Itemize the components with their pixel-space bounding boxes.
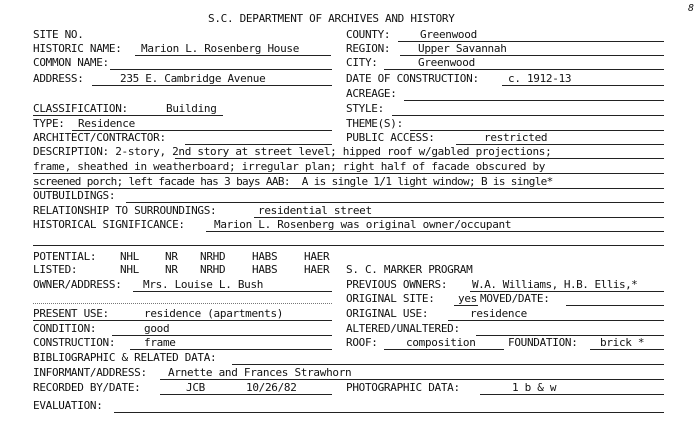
- moved-line: [566, 305, 664, 306]
- recorded-label: RECORDED BY/DATE:: [33, 381, 141, 394]
- architect-label: ARCHITECT/CONTRACTOR:: [33, 131, 166, 144]
- address-line: [92, 85, 332, 86]
- foundation-line: [590, 349, 664, 350]
- city-value: Greenwood: [418, 56, 475, 69]
- original-site-value: yes: [458, 292, 477, 305]
- classification-label: CLASSIFICATION:: [33, 102, 128, 115]
- significance-line-2: [33, 245, 664, 246]
- construction-value: frame: [144, 336, 176, 349]
- county-value: Greenwood: [420, 28, 477, 41]
- common-name-label: COMMON NAME:: [33, 56, 109, 69]
- date-value: c. 1912-13: [508, 72, 572, 85]
- historic-name-label: HISTORIC NAME:: [33, 42, 122, 55]
- description-line-1: DESCRIPTION: 2-story, 2nd story at street level; hipped roof w/gabled projections;: [33, 145, 552, 158]
- description-line-2: frame, sheathed in weatherboard; irregular plan; right half of facade obscured by: [33, 160, 546, 173]
- historic-name-value: Marion L. Rosenberg House: [141, 42, 300, 55]
- corner-mark: 8: [688, 3, 694, 14]
- condition-label: CONDITION:: [33, 322, 97, 335]
- original-use-label: ORIGINAL USE:: [346, 307, 429, 320]
- informant-line: [160, 379, 664, 380]
- informant-label: INFORMANT/ADDRESS:: [33, 366, 147, 379]
- moved-label: MOVED/DATE:: [480, 292, 550, 305]
- foundation-value: brick *: [600, 336, 645, 349]
- region-label: REGION:: [346, 42, 391, 55]
- outbuildings-label: OUTBUILDINGS:: [33, 189, 116, 202]
- potential-habs: HABS: [252, 250, 278, 263]
- style-label: STYLE:: [346, 102, 384, 115]
- original-site-label: ORIGINAL SITE:: [346, 292, 435, 305]
- potential-label: POTENTIAL:: [33, 250, 97, 263]
- owner-dotted-line: [33, 303, 332, 304]
- common-name-line: [110, 69, 332, 70]
- description-rule-2: [33, 173, 664, 174]
- foundation-label: FOUNDATION:: [508, 336, 578, 349]
- date-line: [502, 85, 664, 86]
- listed-nrhd: NRHD: [200, 263, 226, 276]
- present-use-line: [33, 320, 332, 321]
- description-rule-1: [175, 158, 664, 159]
- classification-value: Building: [166, 102, 217, 115]
- type-label: TYPE:: [33, 117, 65, 130]
- outbuildings-line: [126, 202, 664, 203]
- informant-value: Arnette and Frances Strawhorn: [168, 366, 352, 379]
- owner-line: [133, 291, 332, 292]
- county-label: COUNTY:: [346, 28, 391, 41]
- marker-program: S. C. MARKER PROGRAM: [346, 263, 473, 276]
- public-access-value: restricted: [484, 131, 548, 144]
- listed-nhl: NHL: [120, 263, 139, 276]
- site-no-label: SITE NO.: [33, 28, 84, 41]
- potential-haer: HAER: [304, 250, 330, 263]
- roof-line: [384, 349, 504, 350]
- previous-owners-value: W.A. Williams, H.B. Ellis,*: [472, 278, 638, 291]
- region-value: Upper Savannah: [418, 42, 507, 55]
- photo-value: 1 b & w: [512, 381, 557, 394]
- evaluation-label: EVALUATION:: [33, 399, 103, 412]
- potential-nrhd: NRHD: [200, 250, 226, 263]
- construction-label: CONSTRUCTION:: [33, 336, 116, 349]
- construction-line: [130, 349, 332, 350]
- altered-label: ALTERED/UNALTERED:: [346, 322, 460, 335]
- recorded-by-value: JCB: [186, 381, 205, 394]
- classification-line: [33, 115, 223, 116]
- relationship-label: RELATIONSHIP TO SURROUNDINGS:: [33, 204, 217, 217]
- recorded-date-value: 10/26/82: [246, 381, 297, 394]
- form-header: S.C. DEPARTMENT OF ARCHIVES AND HISTORY: [208, 12, 455, 25]
- address-label: ADDRESS:: [33, 72, 84, 85]
- city-label: CITY:: [346, 56, 378, 69]
- previous-owners-label: PREVIOUS OWNERS:: [346, 278, 448, 291]
- address-value: 235 E. Cambridge Avenue: [120, 72, 266, 85]
- style-line: [392, 115, 664, 116]
- listed-nr: NR: [165, 263, 178, 276]
- city-line: [384, 69, 664, 70]
- original-site-line: [454, 305, 478, 306]
- listed-haer: HAER: [304, 263, 330, 276]
- relationship-value: residential street: [258, 204, 372, 217]
- recorded-line: [160, 394, 332, 395]
- acreage-label: ACREAGE:: [346, 87, 397, 100]
- description-rule-3: [33, 188, 664, 189]
- potential-nhl: NHL: [120, 250, 139, 263]
- theme-label: THEME(S):: [346, 117, 403, 130]
- description-line-3: screened porch; left facade has 3 bays AAB: A is single 1/1 light window; B is single*: [33, 175, 553, 188]
- listed-habs: HABS: [252, 263, 278, 276]
- acreage-line: [404, 100, 664, 101]
- roof-label: ROOF:: [346, 336, 378, 349]
- significance-line: [206, 231, 664, 232]
- condition-value: good: [144, 322, 170, 335]
- date-label: DATE OF CONSTRUCTION:: [346, 72, 479, 85]
- original-use-line: [448, 320, 664, 321]
- type-value: Residence: [78, 117, 135, 130]
- bibliographic-line: [232, 364, 664, 365]
- public-access-label: PUBLIC ACCESS:: [346, 131, 435, 144]
- evaluation-line: [114, 412, 664, 413]
- roof-value: composition: [406, 336, 476, 349]
- present-use-value: residence (apartments): [144, 307, 284, 320]
- photo-line: [480, 394, 664, 395]
- potential-nr: NR: [165, 250, 178, 263]
- present-use-label: PRESENT USE:: [33, 307, 109, 320]
- significance-label: HISTORICAL SIGNIFICANCE:: [33, 218, 185, 231]
- original-use-value: residence: [470, 307, 527, 320]
- photo-label: PHOTOGRAPHIC DATA:: [346, 381, 460, 394]
- significance-value: Marion L. Rosenberg was original owner/occupant: [214, 218, 512, 231]
- bibliographic-label: BIBLIOGRAPHIC & RELATED DATA:: [33, 351, 217, 364]
- historic-name-line: [135, 55, 331, 56]
- listed-label: LISTED:: [33, 263, 78, 276]
- owner-value: Mrs. Louise L. Bush: [143, 278, 264, 291]
- owner-label: OWNER/ADDRESS:: [33, 278, 122, 291]
